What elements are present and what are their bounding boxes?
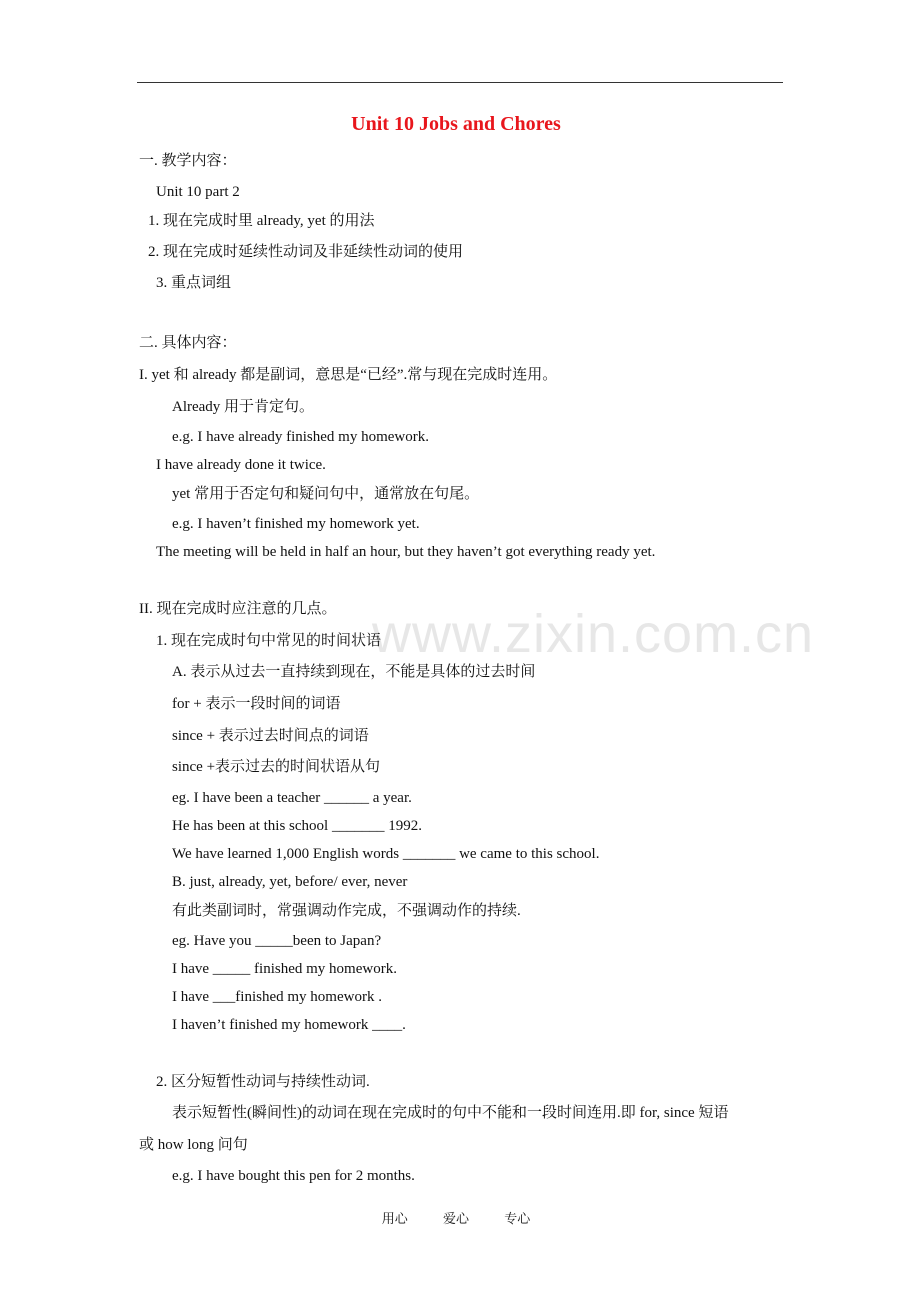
example-line: I haven’t finished my homework ____. [172,1017,406,1033]
text-line: I. yet 和 already 都是副词，意思是“已经”.常与现在完成时连用。 [139,367,558,383]
text-line: A. 表示从过去一直持续到现在，不能是具体的过去时间 [172,664,536,680]
text-line: 表示短暂性(瞬间性)的动词在现在完成时的句中不能和一段时间连用.即 for, since 短语 [172,1105,729,1121]
example-line: I have already done it twice. [156,457,326,473]
list-item: 2. 区分短暂性动词与持续性动词. [156,1074,370,1090]
text-line: yet 常用于否定句和疑问句中，通常放在句尾。 [172,486,480,502]
watermark: www.zixin.com.cn [372,604,815,664]
section-heading: 一. 教学内容： [139,153,237,169]
example-line: e.g. I haven’t finished my homework yet. [172,516,420,532]
footer-word: 用心 [381,1211,408,1226]
section-heading: II. 现在完成时应注意的几点。 [139,601,337,617]
footer-word: 专心 [504,1211,531,1226]
example-line: I have _____ finished my homework. [172,961,397,977]
page-footer [0,1208,912,1227]
text-line: B. just, already, yet, before/ ever, never [172,874,408,890]
example-line: eg. Have you _____been to Japan? [172,933,382,949]
text-line: 或 how long 问句 [139,1137,248,1153]
text-line: Already 用于肯定句。 [172,399,315,415]
example-line: The meeting will be held in half an hour, but they haven’t got everything ready yet. [156,544,656,560]
example-line: eg. I have been a teacher ______ a year. [172,790,412,806]
header-rule [137,82,783,83]
text-line: Unit 10 part 2 [156,184,240,200]
text-line: since + 表示过去时间点的词语 [172,728,369,744]
footer-word: 爱心 [442,1211,469,1226]
list-item: 1. 现在完成时里 already, yet 的用法 [148,213,375,229]
document-title: Unit 10 Jobs and Chores [351,113,561,135]
list-item: 2. 现在完成时延续性动词及非延续性动词的使用 [148,244,464,260]
text-line: since +表示过去的时间状语从句 [172,759,381,775]
example-line: e.g. I have bought this pen for 2 months. [172,1168,415,1184]
list-item: 1. 现在完成时句中常见的时间状语 [156,633,382,649]
text-line: 有此类副词时，常强调动作完成，不强调动作的持续. [172,903,521,919]
text-line: for + 表示一段时间的词语 [172,696,341,712]
example-line: I have ___finished my homework . [172,989,382,1005]
example-line: We have learned 1,000 English words _______ we came to this school. [172,846,600,862]
section-heading: 二. 具体内容： [139,335,237,351]
example-line: e.g. I have already finished my homework. [172,429,429,445]
example-line: He has been at this school _______ 1992. [172,818,422,834]
list-item: 3. 重点词组 [156,275,232,291]
